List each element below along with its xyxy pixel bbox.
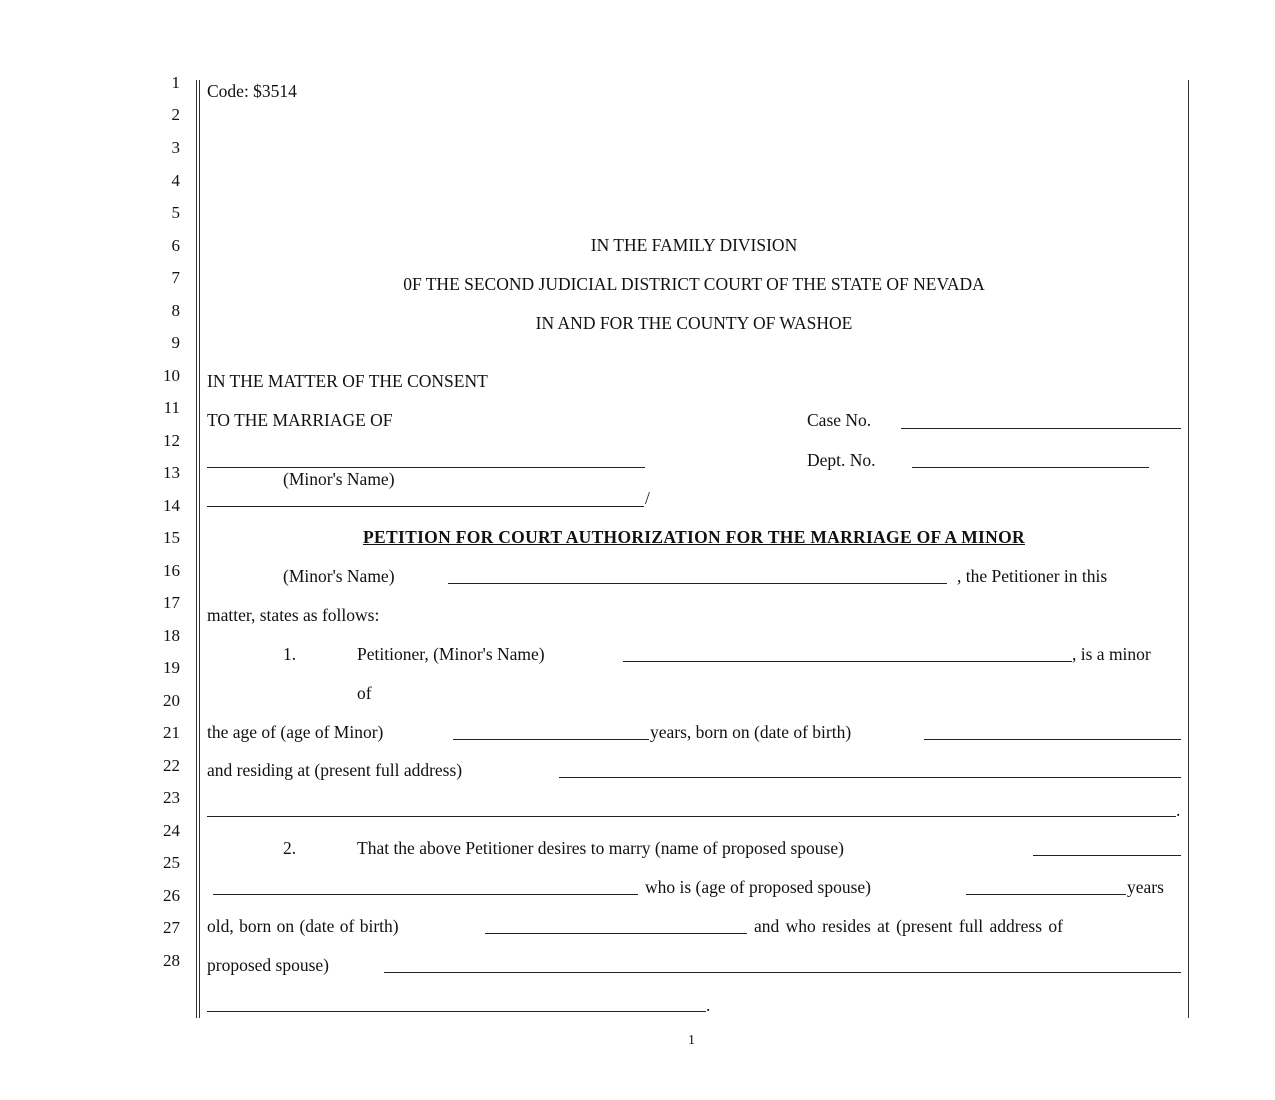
proposed-spouse-age-field[interactable] <box>966 894 1126 895</box>
resides-at-label: and who resides at (present full address of <box>754 916 1063 936</box>
proposed-spouse-name-field[interactable] <box>1033 855 1181 856</box>
intro-minor-name-field[interactable] <box>448 583 947 584</box>
form-code: Code: $3514 <box>207 81 297 101</box>
final-period: . <box>706 995 711 1015</box>
court-heading-line1: IN THE FAMILY DIVISION <box>590 235 798 255</box>
line-number: 15 <box>163 528 180 547</box>
proposed-spouse-address-field-line2[interactable] <box>207 1011 706 1012</box>
line-number: 27 <box>163 918 180 937</box>
line-number: 7 <box>171 268 180 287</box>
right-margin-rule <box>1188 80 1189 1018</box>
line-number: 3 <box>171 138 180 157</box>
line-number: 1 <box>171 73 180 92</box>
line-number: 21 <box>163 723 180 742</box>
line-number: 10 <box>163 366 180 385</box>
line-number: 20 <box>163 691 180 710</box>
intro-minor-name-label: (Minor's Name) <box>283 566 395 586</box>
line-number: 5 <box>171 203 180 222</box>
line-number: 25 <box>163 853 180 872</box>
line-number: 16 <box>163 561 180 580</box>
dept-no-label: Dept. No. <box>807 450 876 470</box>
intro-continuation: matter, states as follows: <box>207 605 380 625</box>
line-number: 6 <box>171 236 180 255</box>
years-label: years <box>1127 877 1164 897</box>
residing-at-label: and residing at (present full address) <box>207 760 463 780</box>
line-number: 12 <box>163 431 180 450</box>
case-no-label: Case No. <box>807 410 872 430</box>
paragraph-1-number: 1. <box>283 644 297 664</box>
paragraph-2-text: That the above Petitioner desires to marry (name of proposed spouse) <box>357 838 844 858</box>
line-number: 8 <box>171 301 180 320</box>
proposed-spouse-dob-field[interactable] <box>485 933 747 934</box>
line-number: 14 <box>163 496 180 515</box>
who-is-label: who is (age of proposed spouse) <box>645 877 871 897</box>
minor-address-field-line2[interactable] <box>207 816 1176 817</box>
line-number: 18 <box>163 626 180 645</box>
left-margin-rule-inner <box>199 80 200 1018</box>
minor-address-field[interactable] <box>559 777 1181 778</box>
minor-name-caption-field[interactable] <box>207 467 645 468</box>
line-number: 2 <box>171 105 180 124</box>
line-number: 4 <box>171 171 180 190</box>
caption-matter-line1: IN THE MATTER OF THE CONSENT <box>207 371 488 391</box>
line-number: 19 <box>163 658 180 677</box>
minor-date-of-birth-field[interactable] <box>924 739 1181 740</box>
court-heading-line3: IN AND FOR THE COUNTY OF WASHOE <box>535 313 853 333</box>
intro-petitioner-text: , the Petitioner in this <box>957 566 1108 586</box>
document-title: PETITION FOR COURT AUTHORIZATION FOR THE MARRIAGE OF A MINOR <box>363 527 1025 547</box>
proposed-spouse-name-field-line2[interactable] <box>213 894 638 895</box>
line-number: 9 <box>171 333 180 352</box>
born-on-label: years, born on (date of birth) <box>650 722 852 742</box>
left-margin-rule-outer <box>196 80 197 1018</box>
minor-name-caption-label: (Minor's Name) <box>283 469 395 489</box>
paragraph-1-petitioner-label: Petitioner, (Minor's Name) <box>357 644 545 664</box>
paragraph-1-is-minor: , is a minor <box>1072 644 1151 664</box>
old-born-on-label: old, born on (date of birth) <box>207 916 399 936</box>
line-number: 22 <box>163 756 180 775</box>
case-no-field[interactable] <box>901 428 1181 429</box>
proposed-spouse-address-field[interactable] <box>384 972 1181 973</box>
age-of-minor-field[interactable] <box>453 739 649 740</box>
page-number: 1 <box>688 1033 695 1048</box>
line-number: 13 <box>163 463 180 482</box>
paragraph-1-minor-name-field[interactable] <box>623 661 1072 662</box>
line-number: 11 <box>163 398 180 417</box>
caption-second-line-field[interactable] <box>207 506 644 507</box>
court-heading-line2: 0F THE SECOND JUDICIAL DISTRICT COURT OF THE STATE OF NEVADA <box>403 274 985 294</box>
line-number: 28 <box>163 951 180 970</box>
paragraph-1-of: of <box>357 683 372 703</box>
age-of-minor-label: the age of (age of Minor) <box>207 722 384 742</box>
proposed-spouse-label: proposed spouse) <box>207 955 329 975</box>
line-number: 23 <box>163 788 180 807</box>
caption-matter-line2: TO THE MARRIAGE OF <box>207 410 393 430</box>
address-period: . <box>1176 800 1181 820</box>
caption-slash: / <box>645 488 650 508</box>
paragraph-2-number: 2. <box>283 838 297 858</box>
line-number: 26 <box>163 886 180 905</box>
line-number: 17 <box>163 593 180 612</box>
line-number: 24 <box>163 821 180 840</box>
dept-no-field[interactable] <box>912 467 1149 468</box>
